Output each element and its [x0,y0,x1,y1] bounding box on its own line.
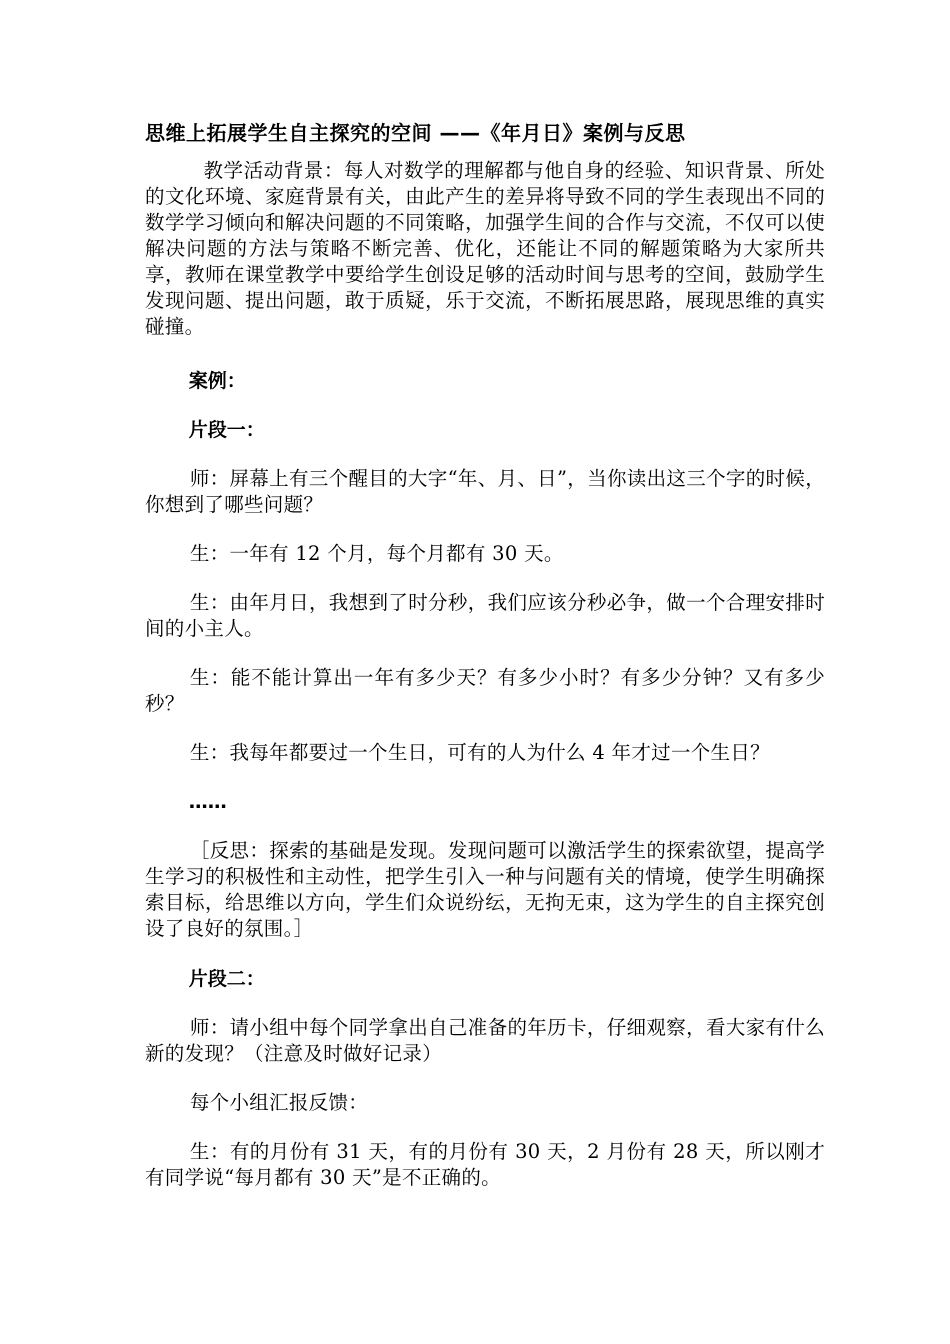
segment-one-teacher-question: 师：屏幕上有三个醒目的大字“年、月、日”，当你读出这三个字的时候，你想到了哪些问题？ [145,467,825,516]
document-page [145,118,825,1214]
segment-one-ellipsis: …… [188,791,227,813]
segment-one-student-answer-1: 生：一年有 12 个月，每个月都有 30 天。 [189,542,564,565]
case-heading: 案例： [188,370,246,392]
segment-one-heading: 片段一： [188,419,265,441]
segment-two-student-answer: 生：有的月份有 31 天，有的月份有 30 天，2 月份有 28 天，所以刚才有同学说“每月都有 30 天”是不正确的。 [145,1140,825,1189]
segment-two-heading: 片段二： [188,968,265,990]
background-paragraph: 教学活动背景：每人对数学的理解都与他自身的经验、知识背景、所处的文化环境、家庭背景有关，由此产生的差异将导致不同的学生表现出不同的数学学习倾向和解决问题的不同策略，加强学生间的合作与交流，不仅可以使解决问题的方法与策略不断完善、优化，还能让不同的解题策略为大家所共享，教师在课堂教学中要给学生创设足够的活动时间与思考的空间，鼓励学生发现问题、提出问题，敢于质疑，乐于交流，不断拓展思路，展现思维的真实碰撞。 [145,159,825,338]
segment-two-report-intro: 每个小组汇报反馈： [189,1091,369,1114]
segment-two-teacher-instruction: 师：请小组中每个同学拿出自己准备的年历卡，仔细观察，看大家有什么新的发现？（注意及时做好记录） [145,1016,825,1065]
segment-one-student-answer-3: 生：能不能计算出一年有多少天？有多少小时？有多少分钟？又有多少秒？ [145,666,825,715]
document-title: 思维上拓展学生自主探究的空间 ——《年月日》案例与反思 [145,121,686,145]
segment-one-reflection: ［反思：探索的基础是发现。发现问题可以激活学生的探索欲望，提高学生学习的积极性和主动性，把学生引入一种与问题有关的情境，使学生明确探索目标，给思维以方向，学生们众说纷纭，无拘无束，这为学生的自主探究创设了良好的氛围。］ [145,839,825,940]
segment-one-student-answer-2: 生：由年月日，我想到了时分秒，我们应该分秒必争，做一个合理安排时间的小主人。 [145,591,825,640]
segment-one-student-answer-4: 生：我每年都要过一个生日，可有的人为什么 4 年才过一个生日？ [189,741,770,764]
